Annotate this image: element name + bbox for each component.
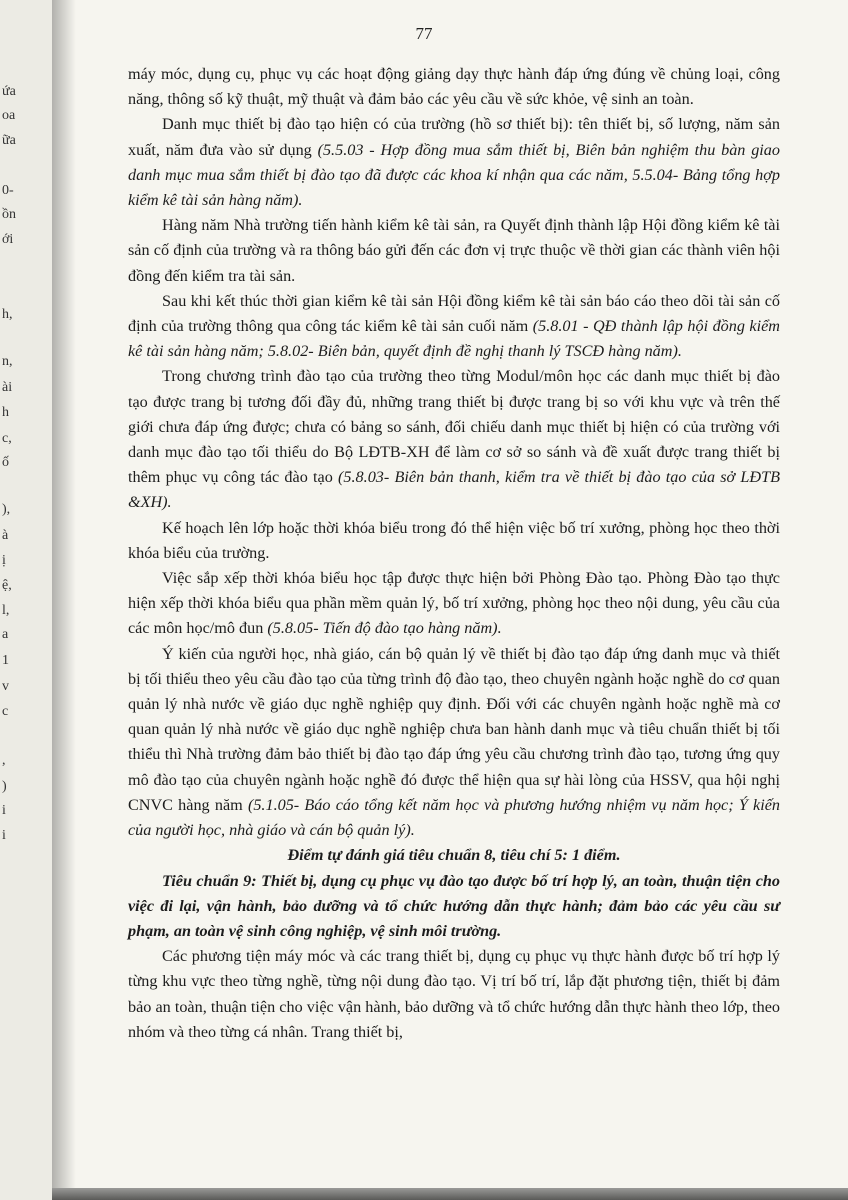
- page-bottom-edge: [52, 1188, 848, 1200]
- paragraph-text: Việc sắp xếp thời khóa biểu học tập được thực hiện bởi Phòng Đào tạo. Phòng Đào tạo thực hiện xếp thời khóa biểu qua phần mềm quản lý, bố trí xưởng, phòng học theo nội dung, yêu cầu của các môn học/mô đun: [128, 569, 780, 638]
- margin-text-fragment: ): [2, 779, 7, 794]
- previous-page-edge: [0, 0, 52, 1200]
- margin-text-fragment: ),: [2, 502, 11, 517]
- paragraph-text: Ý kiến của người học, nhà giáo, cán bộ quản lý về thiết bị đào tạo đáp ứng danh mục và thiết bị tối thiểu theo yêu cầu đào tạo của từng trình độ đào tạo, theo chuyên ngành hoặc nghề do cơ quan quản lý nhà nước về giáo dục nghề nghiệp quy định. Đối với các chuyên ngành hoặc nghề mà cơ quan quản lý nhà nước về giáo dục nghề nghiệp chưa ban hành danh mục và tiêu chuẩn thiết bị tối thiểu thì Nhà trường đảm bảo thiết bị đào tạo đáp ứng yêu cầu chương trình đào tạo, tương ứng quy mô đào tạo của chuyên ngành hoặc nghề đó được thể hiện qua sự hài lòng của HSSV, qua hội nghị CNVC hàng năm: [128, 644, 780, 814]
- margin-text-fragment: i: [2, 828, 6, 843]
- page-number: 77: [415, 24, 433, 43]
- margin-text-fragment: n,: [2, 354, 13, 369]
- evidence-citation: (5.8.03- Biên bản thanh, kiểm tra về thiết bị đào tạo của sở LĐTB &XH).: [128, 468, 780, 512]
- body-paragraph: [128, 62, 780, 112]
- body-paragraph: [128, 289, 780, 365]
- margin-text-fragment: l,: [2, 603, 10, 618]
- paragraph-text: Trong chương trình đào tạo của trường theo từng Modul/môn học các danh mục thiết bị đào tạo được trang bị tương đối đầy đủ, những trang thiết bị được trang bị so với khu vực và trên thế giới chưa đáp ứng được; chưa có bảng so sánh, đối chiếu danh mục thiết bị hiện có của trường với danh mục đào tạo tối thiểu do Bộ LĐTB-XH để làm cơ sở so sánh và đề xuất được trang thiết bị thêm phục vụ công tác đào tạo: [128, 367, 780, 487]
- margin-text-fragment: ị: [2, 553, 6, 568]
- margin-text-fragment: oa: [2, 108, 16, 123]
- margin-text-fragment: v: [2, 679, 9, 694]
- page-binding-shadow: [52, 0, 76, 1192]
- body-paragraph: [128, 213, 780, 289]
- body-paragraph: [128, 364, 780, 515]
- margin-text-fragment: ,: [2, 753, 6, 768]
- paragraph-text: Danh mục thiết bị đào tạo hiện có của trường (hồ sơ thiết bị): tên thiết bị, số lượng, năm sản xuất, năm đưa vào sử dụng: [128, 115, 780, 159]
- margin-text-fragment: 0-: [2, 183, 14, 198]
- paragraph-text: Kế hoạch lên lớp hoặc thời khóa biểu trong đó thể hiện việc bố trí xưởng, phòng học theo thời khóa biểu của trường.: [128, 518, 780, 562]
- paragraph-text: Sau khi kết thúc thời gian kiểm kê tài sản Hội đồng kiểm kê tài sản báo cáo theo dõi tài sản cố định của trường thông qua công tác kiểm kê tài sản cuối năm: [128, 291, 780, 336]
- paragraph-text: máy móc, dụng cụ, phục vụ các hoạt động giảng dạy thực hành đáp ứng đúng về chủng loại, công năng, thông số kỹ thuật, mỹ thuật và đảm bảo các yêu cầu về sức khỏe, vệ sinh an toàn.: [128, 65, 780, 109]
- paragraph-text: Các phương tiện máy móc và các trang thiết bị, dụng cụ phục vụ thực hành được bố trí hợp lý từng khu vực theo từng nghề, từng nội dung đào tạo. Vị trí bố trí, lắp đặt phương tiện, thiết bị đảm bảo an toàn, thuận tiện cho việc vận hành, bảo dưỡng và tổ chức hướng dẫn thực hành theo lớp, theo nhóm và theo từng cá nhân. Trang thiết bị,: [128, 947, 780, 1041]
- evidence-citation: (5.1.05- Báo cáo tổng kết năm học và phương hướng nhiệm vụ năm học; Ý kiến của người học, nhà giáo và cán bộ quản lý).: [128, 795, 781, 840]
- body-paragraph: [128, 516, 780, 566]
- body-paragraph: [128, 944, 780, 1045]
- evidence-citation: (5.8.05- Tiến độ đào tạo hàng năm).: [267, 619, 502, 638]
- body-paragraph: [128, 112, 780, 213]
- evidence-citation: (5.8.01 - QĐ thành lập hội đồng kiểm kê tài sản hàng năm; 5.8.02- Biên bản, quyết định đề nghị thanh lý TSCĐ hàng năm).: [128, 317, 780, 361]
- margin-text-fragment: ệ,: [2, 578, 12, 593]
- body-paragraph: [128, 566, 780, 642]
- margin-text-fragment: i: [2, 803, 6, 818]
- margin-text-fragment: ài: [2, 380, 13, 395]
- margin-text-fragment: ới: [2, 232, 14, 247]
- body-paragraph: [128, 642, 780, 844]
- margin-text-fragment: a: [2, 627, 9, 642]
- margin-text-fragment: 1: [2, 653, 9, 668]
- standard-heading: [128, 869, 780, 945]
- margin-text-fragment: ứa: [2, 84, 16, 99]
- document-body: [128, 62, 780, 1045]
- margin-text-fragment: à: [2, 528, 9, 543]
- paragraph-text: Điểm tự đánh giá tiêu chuẩn 8, tiêu chí 5: 1 điểm.: [287, 846, 621, 865]
- evidence-citation: (5.5.03 - Hợp đồng mua sắm thiết bị, Biên bản nghiệm thu bàn giao danh mục mua sắm thiết bị đào tạo đã được các khoa kí nhận qua các năm, 5.5.04- Bảng tổng hợp kiểm kê tài sản hàng năm).: [128, 140, 780, 210]
- paragraph-text: Hàng năm Nhà trường tiến hành kiểm kê tài sản, ra Quyết định thành lập Hội đồng kiểm kê tài sản cố định của trường và ra thông báo gửi đến các đơn vị trực thuộc về thời gian các thành viên hội đồng đến kiểm tra tài sản.: [128, 216, 780, 285]
- criterion-score: [128, 843, 780, 868]
- margin-text-fragment: h: [2, 405, 9, 420]
- margin-text-fragment: c: [2, 704, 9, 719]
- margin-text-fragment: h,: [2, 307, 13, 322]
- paragraph-text: Tiêu chuẩn 9: Thiết bị, dụng cụ phục vụ đào tạo được bố trí hợp lý, an toàn, thuận tiện cho việc đi lại, vận hành, bảo dưỡng và tổ chức hướng dẫn thực hành; đảm bảo các yêu cầu sư phạm, an toàn vệ sinh công nghiệp, vệ sinh môi trường.: [128, 871, 780, 940]
- margin-text-fragment: ữa: [2, 133, 16, 148]
- margin-text-fragment: c,: [2, 431, 12, 446]
- margin-text-fragment: ố: [2, 455, 9, 470]
- margin-text-fragment: ồn: [2, 207, 16, 222]
